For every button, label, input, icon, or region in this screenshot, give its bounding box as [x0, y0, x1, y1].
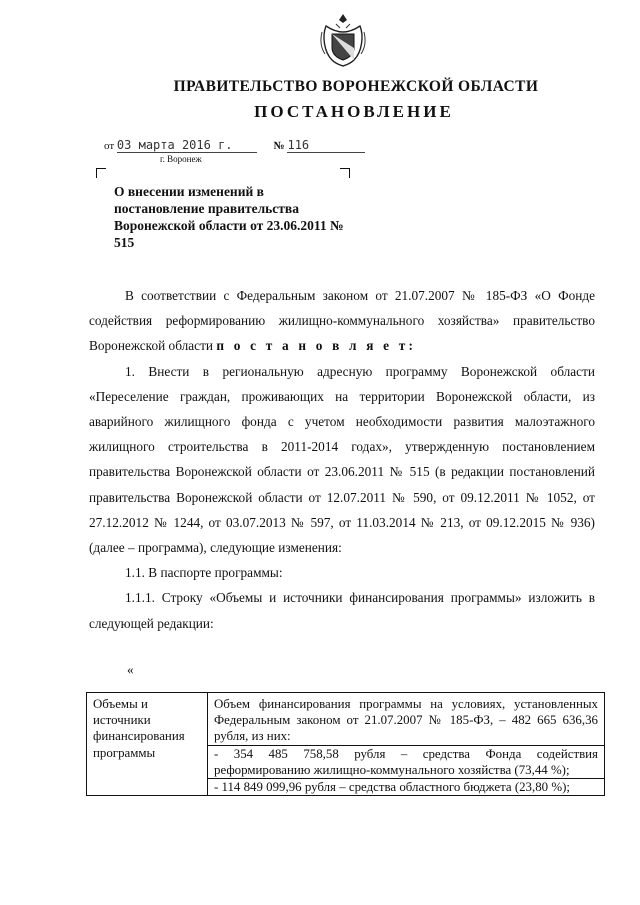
- subject-bracket-left: [96, 168, 106, 178]
- table-row: [87, 693, 605, 796]
- city-label: г. Воронеж: [160, 154, 202, 164]
- registration-line: [104, 138, 365, 153]
- number-label: №: [273, 140, 285, 152]
- financing-fund-line: - 354 485 758,58 рубля – средства Фонда содействия реформированию жилищно-коммунального хозяйства (73,44 %);: [208, 745, 604, 778]
- decree-word: п о с т а н о в л я е т:: [216, 338, 417, 354]
- financing-regional-line: - 114 849 099,96 рубля – средства областного бюджета (23,80 %);: [208, 778, 604, 795]
- number-value: 116: [287, 138, 310, 152]
- document-type-title: ПОСТАНОВЛЕНИЕ: [254, 102, 454, 121]
- date-field: [117, 138, 257, 153]
- document-subject: О внесении изменений в постановление правительства Воронежской области от 23.06.2011 № 515: [114, 184, 344, 250]
- preamble-text: В соответствии с Федеральным законом от 21.07.2007 № 185-ФЗ «О Фонде содействия реформированию жилищно-коммунального хозяйства» правительство Воронежской области: [89, 288, 595, 354]
- organization-title: ПРАВИТЕЛЬСТВО ВОРОНЕЖСКОЙ ОБЛАСТИ: [173, 78, 539, 95]
- row-label-cell: Объемы и источники финансирования программы: [87, 693, 208, 796]
- document-body: [89, 283, 595, 636]
- subject-bracket-right: [340, 168, 350, 178]
- date-value: 03 марта 2016 г.: [116, 138, 233, 152]
- number-field: [287, 138, 365, 153]
- item-1-1-paragraph: 1.1. В паспорте программы:: [125, 565, 283, 581]
- date-prefix: от: [104, 140, 115, 152]
- quote-open-mark: «: [127, 662, 134, 677]
- item-1-paragraph: 1. Внести в региональную адресную программу Воронежской области «Переселение граждан, проживающих на территории Воронежской области, из аварийного жилищного фонда с учетом необходимости развития малоэтажного жилищного строительства в 2011-2014 годах», утвержденную постановлением правительства Воронежской области от 23.06.2011 № 515 (в редакции постановлений правительства Воронежской области от 12.07.2011 № 590, от 09.12.2011 № 1052, от 27.12.2012 № 1244, от 03.07.2013 № 597, от 11.03.2014 № 213, от 09.12.2015 № 936) (далее – программа), следующие изменения:: [89, 363, 595, 556]
- item-1-1-1-paragraph: 1.1.1. Строку «Объемы и источники финансирования программы» изложить в следующей редакции:: [89, 590, 595, 631]
- preamble-paragraph: [89, 283, 595, 359]
- financing-table: [86, 692, 605, 796]
- financing-total-line: Объем финансирования программы на условиях, установленных Федеральным законом от 21.07.2007 № 185-ФЗ, – 482 665 636,36 рубля, из них:: [214, 697, 598, 744]
- voronezh-coat-of-arms-icon: [318, 12, 368, 68]
- row-value-cell: [208, 693, 605, 796]
